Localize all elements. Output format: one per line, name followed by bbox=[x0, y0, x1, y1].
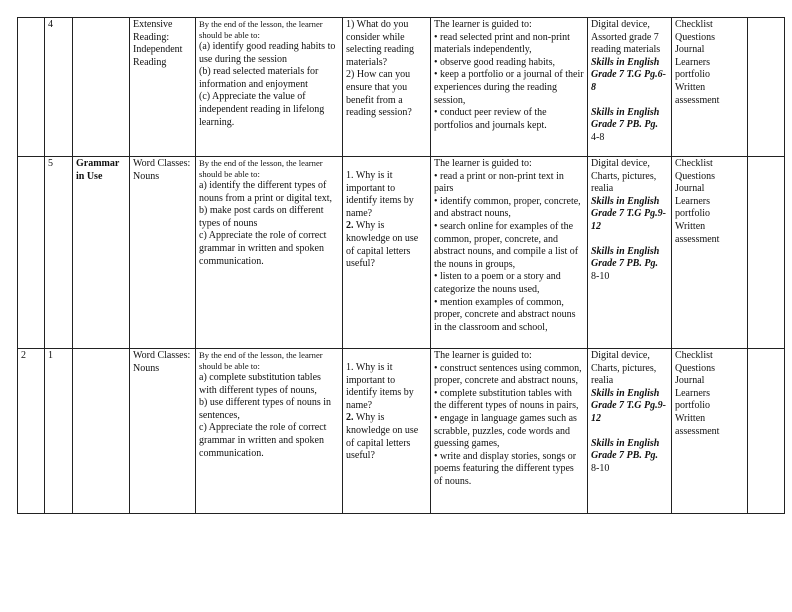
learning-experiences-cell bbox=[431, 18, 588, 157]
experiences-item: • engage in language games such as scrabble, puzzles, code words and guessing games, bbox=[434, 412, 577, 450]
assessment-item: Questions bbox=[675, 362, 715, 374]
pb-pages: 8-10 bbox=[591, 270, 610, 282]
lesson: 5 bbox=[48, 158, 53, 169]
pb-pages: 4-8 bbox=[591, 131, 605, 143]
learning-outcomes-cell bbox=[196, 18, 343, 157]
key-question bbox=[346, 362, 427, 412]
learning-experiences-cell bbox=[431, 157, 588, 349]
sub-strand-cell bbox=[130, 157, 196, 349]
outcomes-item: b) make post cards on different types of nouns bbox=[199, 205, 324, 229]
learning-outcomes-cell bbox=[196, 157, 343, 349]
strand-cell bbox=[73, 349, 130, 514]
resources-cell bbox=[588, 18, 672, 157]
experiences-intro: The learner is guided to: bbox=[434, 350, 532, 361]
outcomes-intro: By the end of the lesson, the learner should be able to: bbox=[199, 158, 323, 179]
week: 2 bbox=[21, 350, 26, 361]
assessment-item: Written assessment bbox=[675, 220, 720, 245]
sub-strand-cell bbox=[130, 349, 196, 514]
outcomes-intro: By the end of the lesson, the learner should be able to: bbox=[199, 19, 323, 40]
pb-ref: Skills in English Grade 7 PB. Pg. bbox=[591, 106, 660, 131]
learning-outcomes-cell bbox=[196, 349, 343, 514]
assessment-item: Learners portfolio bbox=[675, 387, 710, 412]
experiences-item: • observe good reading habits, bbox=[434, 56, 555, 68]
experiences-item: • identify common, proper, concrete, and abstract nouns, bbox=[434, 195, 581, 220]
experiences-item: • complete substitution tables with the different types of nouns in pairs, bbox=[434, 387, 579, 412]
outcomes-item: a) identify the different types of nouns from a print or digital text, bbox=[199, 180, 333, 204]
assessment-item: Questions bbox=[675, 170, 715, 182]
lesson-plan-table bbox=[17, 17, 785, 514]
key-questions-cell bbox=[343, 18, 431, 157]
outcomes-item: (c) Appreciate the value of independent reading in lifelong learning. bbox=[199, 91, 325, 128]
question-text: Why is knowledge on use of capital letters useful? bbox=[346, 220, 419, 270]
resources-cell bbox=[588, 349, 672, 514]
lesson: 1 bbox=[48, 350, 53, 361]
tg-ref: Skills in English Grade 7 T.G Pg.9-12 bbox=[591, 195, 666, 232]
remarks-cell bbox=[748, 349, 785, 514]
lesson: 4 bbox=[48, 19, 53, 30]
remarks-cell bbox=[748, 157, 785, 349]
experiences-item: • construct sentences using common, proper, concrete and abstract nouns, bbox=[434, 362, 582, 387]
outcomes-item: (b) read selected materials for information and enjoyment bbox=[199, 66, 319, 90]
outcomes-item: (a) identify good reading habits to use during the session bbox=[199, 41, 336, 65]
strand-cell bbox=[73, 18, 130, 157]
experiences-item: • mention examples of common, proper, concrete and abstract nouns in the classroom and school, bbox=[434, 296, 576, 333]
experiences-item: • write and display stories, songs or poems featuring the different types of nouns. bbox=[434, 450, 577, 487]
key-question bbox=[346, 170, 427, 220]
assessment-item: Learners portfolio bbox=[675, 56, 710, 81]
question-text: Why is knowledge on use of capital letters useful? bbox=[346, 412, 419, 462]
assessment-item: Checklist bbox=[675, 158, 713, 169]
question-number: 2) bbox=[346, 69, 355, 81]
resources: Digital device, Assorted grade 7 reading materials bbox=[591, 19, 661, 56]
experiences-item: • read selected print and non-print materials independently, bbox=[434, 31, 570, 56]
key-question bbox=[346, 69, 427, 119]
lesson-cell bbox=[45, 157, 73, 349]
question-text: Why is it important to identify items by name? bbox=[346, 362, 414, 411]
assessment-item: Learners portfolio bbox=[675, 195, 710, 220]
key-questions-cell bbox=[343, 349, 431, 514]
question-number: 2. bbox=[346, 220, 354, 232]
learning-experiences-cell bbox=[431, 349, 588, 514]
question-text: Why is it important to identify items by name? bbox=[346, 170, 414, 219]
question-text: How can you ensure that you benefit from a reading session? bbox=[346, 69, 412, 119]
assessment-cell bbox=[672, 157, 748, 349]
resources: Digital device, Charts, pictures, realia bbox=[591, 350, 657, 387]
table-row bbox=[18, 157, 785, 349]
sub-strand: Word Classes: Nouns bbox=[133, 158, 191, 182]
outcomes-item: c) Appreciate the role of correct grammar in written and spoken communication. bbox=[199, 422, 327, 459]
assessment-cell bbox=[672, 18, 748, 157]
pb-ref: Skills in English Grade 7 PB. Pg. bbox=[591, 437, 660, 462]
assessment-item: Journal bbox=[675, 183, 705, 195]
experiences-item: • listen to a poem or a story and categorize the nouns used, bbox=[434, 271, 561, 295]
outcomes-item: c) Appreciate the role of correct grammar in written and spoken communication. bbox=[199, 230, 327, 267]
table-row bbox=[18, 349, 785, 514]
resources: Digital device, Charts, pictures, realia bbox=[591, 158, 657, 195]
question-number: 1. bbox=[346, 170, 354, 181]
outcomes-item: a) complete substitution tables with different types of nouns, bbox=[199, 372, 321, 396]
tg-ref: Skills in English Grade 7 T.G Pg.9-12 bbox=[591, 387, 666, 424]
assessment-item: Checklist bbox=[675, 19, 713, 30]
experiences-intro: The learner is guided to: bbox=[434, 19, 532, 30]
assessment-item: Journal bbox=[675, 375, 705, 387]
assessment-item: Questions bbox=[675, 31, 715, 43]
experiences-item: • conduct peer review of the portfolios and journals kept. bbox=[434, 107, 547, 131]
resources-cell bbox=[588, 157, 672, 349]
lesson-cell bbox=[45, 349, 73, 514]
assessment-item: Written assessment bbox=[675, 81, 720, 106]
key-question bbox=[346, 412, 427, 462]
experiences-item: • keep a portfolio or a journal of their experiences during the reading session, bbox=[434, 69, 584, 106]
key-question bbox=[346, 220, 427, 270]
week-cell bbox=[18, 349, 45, 514]
lesson-cell bbox=[45, 18, 73, 157]
strand-cell bbox=[73, 157, 130, 349]
strand: Grammar in Use bbox=[76, 158, 120, 182]
experiences-item: • search online for examples of the common, proper, concrete, and abstract nouns, and compile a list of the nouns in groups, bbox=[434, 220, 579, 270]
outcomes-item: b) use different types of nouns in sentences, bbox=[199, 397, 332, 421]
pb-pages: 8-10 bbox=[591, 462, 610, 474]
assessment-item: Checklist bbox=[675, 350, 713, 361]
key-question bbox=[346, 19, 427, 69]
outcomes-intro: By the end of the lesson, the learner should be able to: bbox=[199, 350, 323, 371]
sub-strand: Word Classes: Nouns bbox=[133, 350, 191, 374]
table-row bbox=[18, 18, 785, 157]
tg-ref: Skills in English Grade 7 T.G Pg.6-8 bbox=[591, 56, 666, 93]
sub-strand: Extensive Reading: Independent Reading bbox=[133, 19, 183, 68]
sub-strand-cell bbox=[130, 18, 196, 157]
assessment-cell bbox=[672, 349, 748, 514]
question-number: 1. bbox=[346, 362, 354, 373]
week-cell bbox=[18, 18, 45, 157]
assessment-item: Written assessment bbox=[675, 412, 720, 437]
week-cell bbox=[18, 157, 45, 349]
question-text: What do you consider while selecting reading materials? bbox=[346, 19, 415, 68]
assessment-item: Journal bbox=[675, 44, 705, 56]
question-number: 1) bbox=[346, 19, 355, 30]
pb-ref: Skills in English Grade 7 PB. Pg. bbox=[591, 245, 660, 270]
question-number: 2. bbox=[346, 412, 354, 424]
key-questions-cell bbox=[343, 157, 431, 349]
experiences-intro: The learner is guided to: bbox=[434, 158, 532, 169]
experiences-item: • read a print or non-print text in pairs bbox=[434, 170, 564, 195]
remarks-cell bbox=[748, 18, 785, 157]
